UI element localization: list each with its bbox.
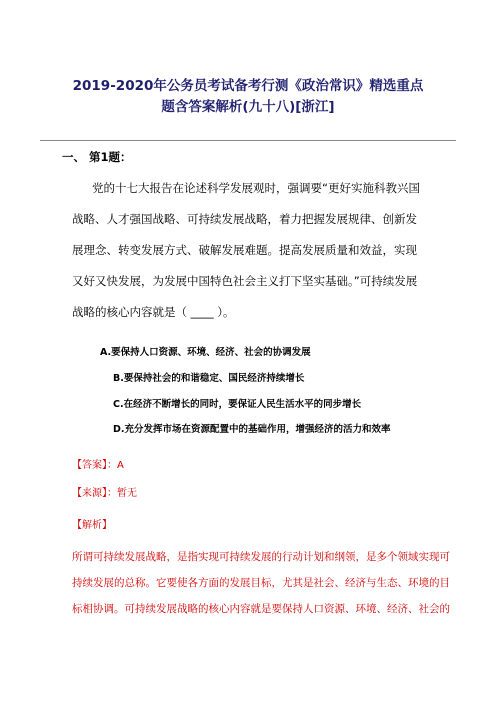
question-stem-line-4: 又好又快发展，为发展中国特色社会主义打下坚实基础。”可持续发展 <box>72 274 418 288</box>
source-row <box>72 484 137 499</box>
question-stem-line-3: 展理念、转变发展方式、破解发展难题。提高发展质量和效益，实现 <box>72 243 417 257</box>
document-title-line-2: 题含答案解析(九十八)[浙江] <box>161 99 335 115</box>
question-stem-line-1: 党的十七大报告在论述科学发展观时，强调要“更好实施科教兴国 <box>92 181 420 195</box>
answer-row <box>72 456 124 471</box>
source-value: ：暂无 <box>107 488 137 499</box>
answer-label: 【答案】 <box>72 460 107 471</box>
question-stem-line-2: 战略、人才强国战略、可持续发展战略，着力把握发展规律、创新发 <box>72 212 417 226</box>
document-title-line-1: 2019-2020年公务员考试备考行测《政治常识》精选重点 <box>72 78 424 94</box>
analysis-line-2: 持续发展的总称。它要使各方面的发展目标，尤其是社会、经济与生态、环境的目 <box>72 577 450 589</box>
answer-value: ：A <box>107 460 124 471</box>
option-c: C.在经济不断增长的同时，要保证人民生活水平的同步增长 <box>113 399 362 410</box>
analysis-label: 【解析】 <box>72 520 112 531</box>
title-divider <box>40 140 456 141</box>
question-stem-line-5: 战略的核心内容就是（ ____ ）。 <box>72 305 235 319</box>
source-label: 【来源】 <box>72 488 107 499</box>
analysis-line-1: 所谓可持续发展战略，是指实现可持续发展的行动计划和纲领，是多个领域实现可 <box>72 551 450 563</box>
option-b: B.要保持社会的和谐稳定、国民经济持续增长 <box>113 373 305 384</box>
analysis-label-row <box>72 516 112 531</box>
analysis-line-3: 标相协调。可持续发展战略的核心内容就是要保持人口资源、环境、经济、社会的 <box>72 603 450 615</box>
question-heading: 一、 第1题： <box>62 150 132 164</box>
option-d: D.充分发挥市场在资源配置中的基础作用，增强经济的活力和效率 <box>113 424 391 435</box>
option-a: A.要保持人口资源、环境、经济、社会的协调发展 <box>100 347 311 358</box>
